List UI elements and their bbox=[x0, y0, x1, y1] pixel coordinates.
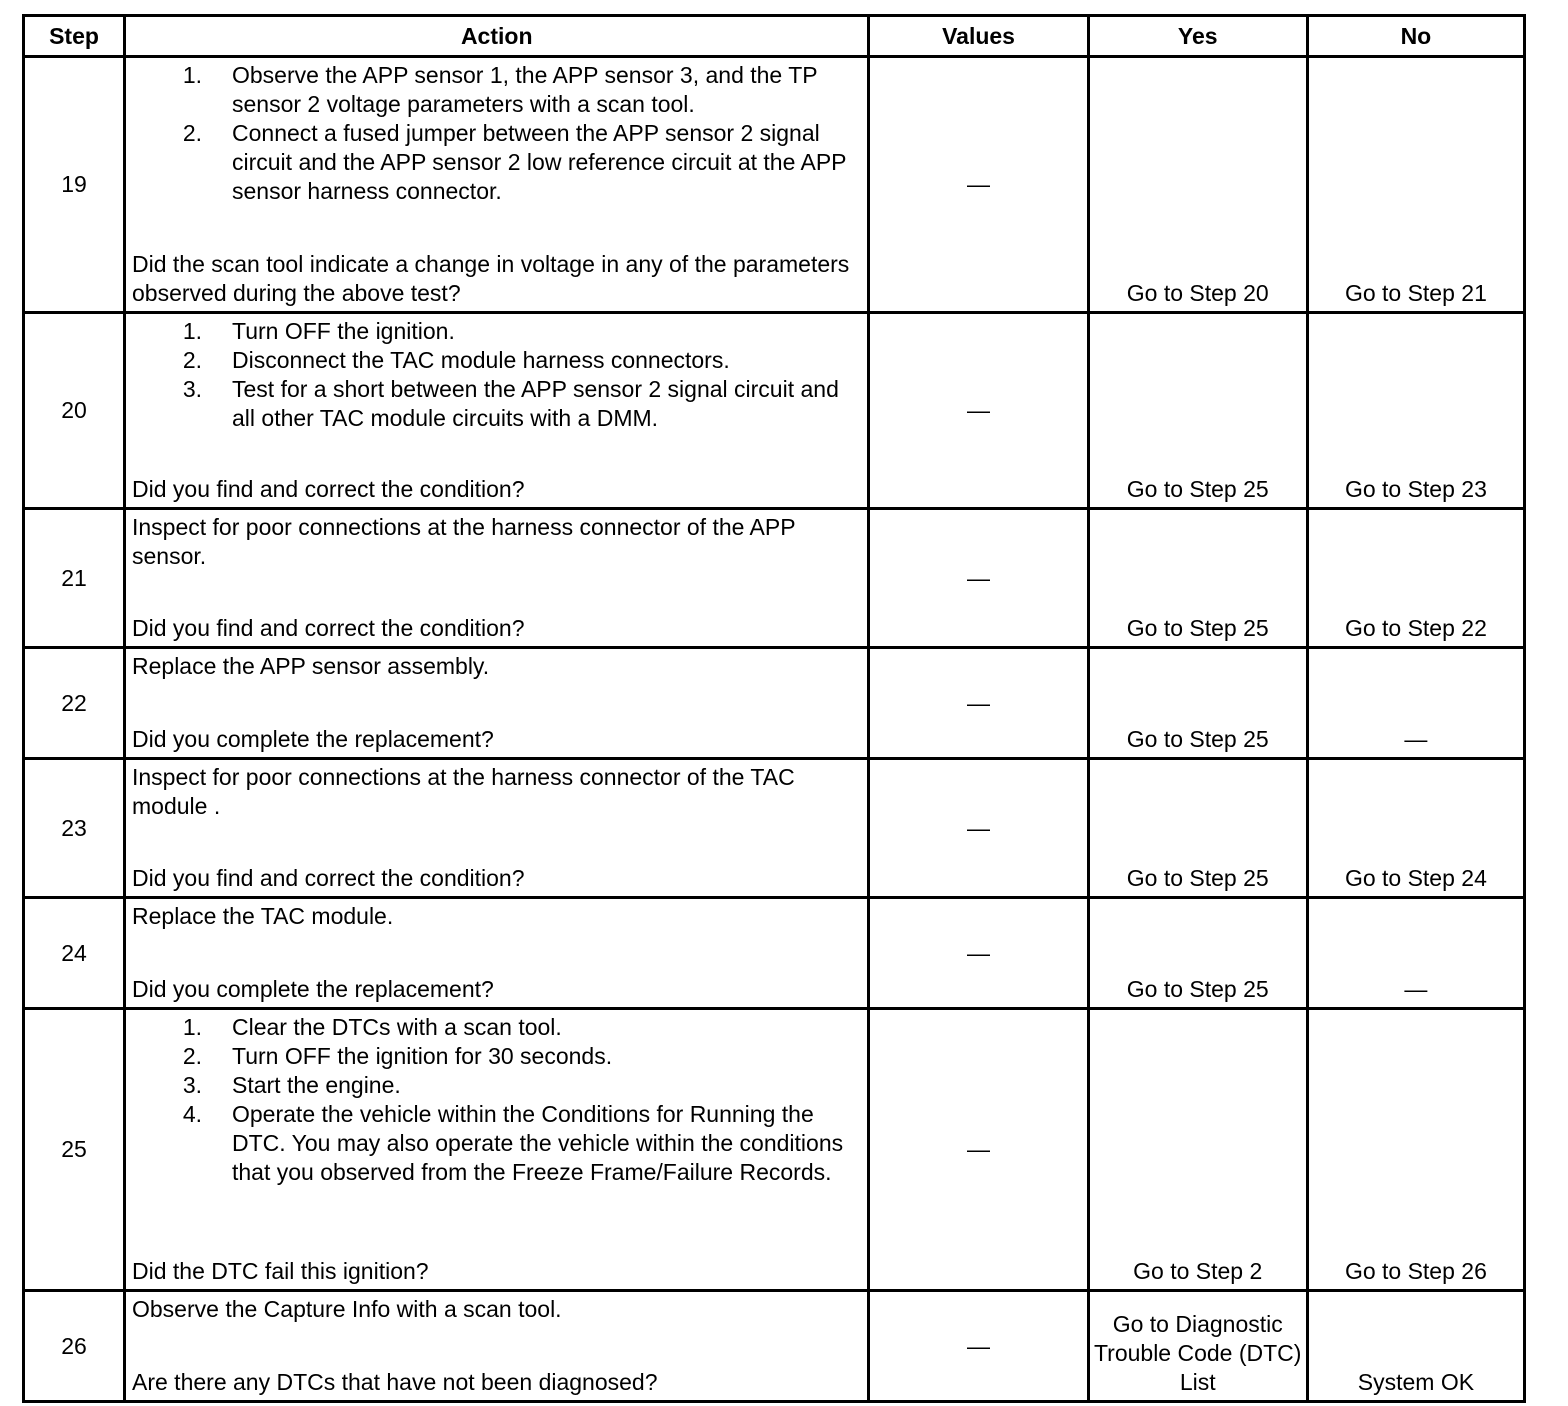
yes-cell: Go to Step 2 bbox=[1088, 1009, 1307, 1291]
action-text: Inspect for poor connections at the harness connector of the APP sensor. bbox=[132, 514, 796, 569]
step-number: 26 bbox=[24, 1291, 125, 1402]
action-text: Replace the APP sensor assembly. bbox=[132, 653, 490, 679]
action-step: 4. Operate the vehicle within the Conditions for Running the DTC. You may also operate the vehicle within the conditions that you observed from the Freeze Frame/Failure Records. bbox=[182, 1101, 844, 1185]
yes-cell: Go to Diagnostic Trouble Code (DTC) List bbox=[1088, 1291, 1307, 1402]
action-question: Did the DTC fail this ignition? bbox=[132, 1258, 429, 1284]
action-text: Inspect for poor connections at the harness connector of the TAC module . bbox=[132, 764, 795, 819]
action-question: Did you find and correct the condition? bbox=[132, 476, 525, 502]
yes-cell: Go to Step 25 bbox=[1088, 759, 1307, 898]
step-number: 21 bbox=[24, 509, 125, 648]
action-cell bbox=[125, 648, 869, 759]
table-row bbox=[24, 57, 1525, 313]
action-steps bbox=[132, 317, 861, 433]
header-step: Step bbox=[24, 16, 125, 57]
yes-cell: Go to Step 25 bbox=[1088, 898, 1307, 1009]
values-cell: — bbox=[869, 1291, 1088, 1402]
diagnostic-table bbox=[22, 14, 1526, 1403]
action-step: 1. Observe the APP sensor 1, the APP sensor 3, and the TP sensor 2 voltage parameters with a scan tool. bbox=[182, 62, 818, 117]
action-question: Are there any DTCs that have not been diagnosed? bbox=[132, 1369, 658, 1395]
header-row bbox=[24, 16, 1525, 57]
no-cell: System OK bbox=[1307, 1291, 1524, 1402]
action-steps bbox=[132, 61, 861, 206]
values-cell: — bbox=[869, 313, 1088, 509]
action-cell bbox=[125, 759, 869, 898]
step-number: 23 bbox=[24, 759, 125, 898]
action-step: 2. Turn OFF the ignition for 30 seconds. bbox=[182, 1043, 613, 1069]
values-cell: — bbox=[869, 648, 1088, 759]
action-text: Observe the Capture Info with a scan tool. bbox=[132, 1296, 562, 1322]
action-step: 2. Disconnect the TAC module harness connectors. bbox=[182, 347, 730, 373]
step-number: 20 bbox=[24, 313, 125, 509]
yes-cell: Go to Step 25 bbox=[1088, 509, 1307, 648]
header-action: Action bbox=[125, 16, 869, 57]
step-number: 22 bbox=[24, 648, 125, 759]
table-row bbox=[24, 759, 1525, 898]
action-cell bbox=[125, 509, 869, 648]
header-yes: Yes bbox=[1088, 16, 1307, 57]
table-row bbox=[24, 1291, 1525, 1402]
table-row bbox=[24, 648, 1525, 759]
no-cell: Go to Step 21 bbox=[1307, 57, 1524, 313]
yes-cell: Go to Step 20 bbox=[1088, 57, 1307, 313]
step-number: 24 bbox=[24, 898, 125, 1009]
no-cell: Go to Step 24 bbox=[1307, 759, 1524, 898]
action-question: Did you find and correct the condition? bbox=[132, 865, 525, 891]
no-cell: Go to Step 26 bbox=[1307, 1009, 1524, 1291]
yes-cell: Go to Step 25 bbox=[1088, 313, 1307, 509]
action-step: 1. Turn OFF the ignition. bbox=[182, 318, 455, 344]
action-question: Did you find and correct the condition? bbox=[132, 615, 525, 641]
no-cell: — bbox=[1307, 648, 1524, 759]
action-step: 1. Clear the DTCs with a scan tool. bbox=[182, 1014, 562, 1040]
table-row bbox=[24, 509, 1525, 648]
action-step: 3. Start the engine. bbox=[182, 1072, 401, 1098]
action-question: Did the scan tool indicate a change in voltage in any of the parameters observed during the above test? bbox=[132, 251, 850, 306]
action-cell bbox=[125, 57, 869, 313]
action-step: 2. Connect a fused jumper between the APP sensor 2 signal circuit and the APP sensor 2 low reference circuit at the APP sensor harness connector. bbox=[182, 120, 847, 204]
no-cell: — bbox=[1307, 898, 1524, 1009]
no-cell: Go to Step 22 bbox=[1307, 509, 1524, 648]
action-cell bbox=[125, 898, 869, 1009]
action-cell bbox=[125, 1291, 869, 1402]
table-row bbox=[24, 898, 1525, 1009]
action-question: Did you complete the replacement? bbox=[132, 976, 494, 1002]
values-cell: — bbox=[869, 759, 1088, 898]
step-number: 19 bbox=[24, 57, 125, 313]
action-step: 3. Test for a short between the APP sensor 2 signal circuit and all other TAC module circuits with a DMM. bbox=[182, 376, 839, 431]
step-number: 25 bbox=[24, 1009, 125, 1291]
no-cell: Go to Step 23 bbox=[1307, 313, 1524, 509]
table-row bbox=[24, 1009, 1525, 1291]
table-row bbox=[24, 313, 1525, 509]
action-cell bbox=[125, 1009, 869, 1291]
values-cell: — bbox=[869, 57, 1088, 313]
action-text: Replace the TAC module. bbox=[132, 903, 394, 929]
values-cell: — bbox=[869, 1009, 1088, 1291]
action-cell bbox=[125, 313, 869, 509]
header-values: Values bbox=[869, 16, 1088, 57]
yes-cell: Go to Step 25 bbox=[1088, 648, 1307, 759]
values-cell: — bbox=[869, 509, 1088, 648]
action-question: Did you complete the replacement? bbox=[132, 726, 494, 752]
header-no: No bbox=[1307, 16, 1524, 57]
values-cell: — bbox=[869, 898, 1088, 1009]
action-steps bbox=[132, 1013, 861, 1187]
